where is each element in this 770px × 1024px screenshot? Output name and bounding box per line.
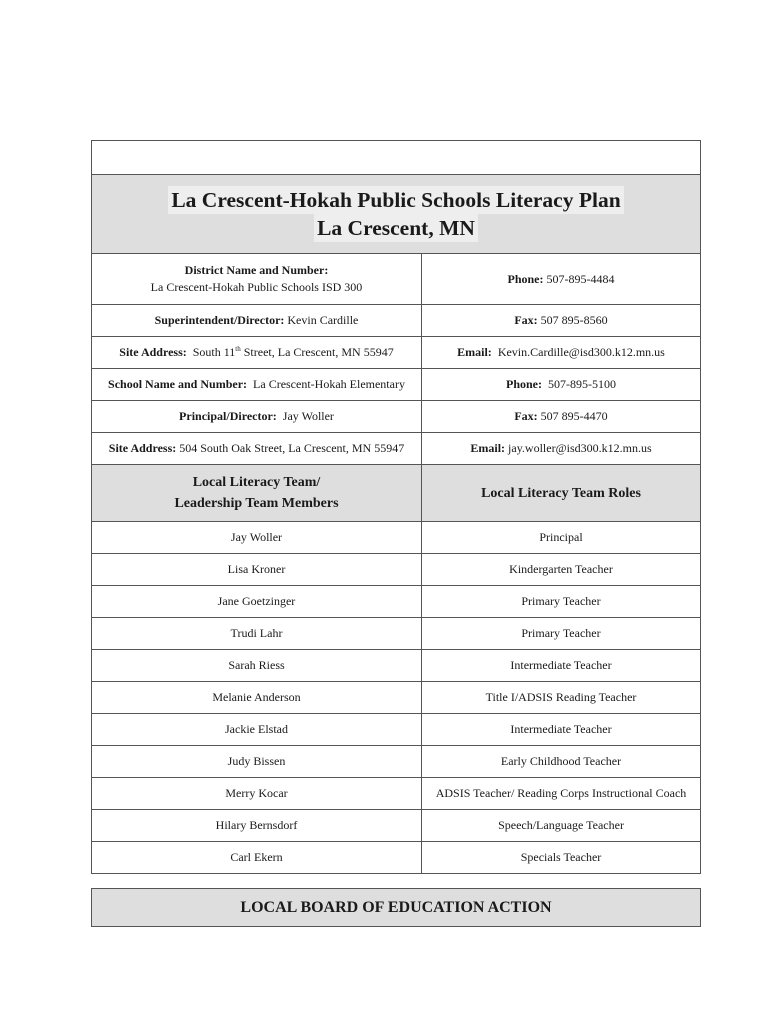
team-member-name: Hilary Bernsdorf	[92, 810, 422, 842]
district-row	[92, 254, 701, 305]
superintendent-label: Superintendent/Director:	[154, 313, 285, 327]
team-member-name: Merry Kocar	[92, 778, 422, 810]
principal-value: Jay Woller	[282, 409, 334, 423]
table-row	[92, 714, 701, 746]
team-members-header	[92, 465, 422, 522]
district-phone-cell	[422, 254, 701, 305]
team-member-name: Melanie Anderson	[92, 682, 422, 714]
title-row	[92, 175, 701, 254]
team-member-name: Jane Goetzinger	[92, 586, 422, 618]
district-fax-label: Fax:	[514, 313, 538, 327]
school-email-value: jay.woller@isd300.k12.mn.us	[508, 441, 652, 455]
table-row	[92, 522, 701, 554]
table-row	[92, 778, 701, 810]
school-name-row	[92, 369, 701, 401]
school-address-row	[92, 433, 701, 465]
blank-row	[92, 141, 701, 175]
district-address-row	[92, 337, 701, 369]
team-member-name: Sarah Riess	[92, 650, 422, 682]
district-address-cell	[92, 337, 422, 369]
board-action-heading: LOCAL BOARD OF EDUCATION ACTION	[91, 888, 701, 927]
district-address-value	[193, 345, 394, 359]
table-row	[92, 650, 701, 682]
principal-cell	[92, 401, 422, 433]
district-email-label: Email:	[457, 345, 492, 359]
team-member-role: Title I/ADSIS Reading Teacher	[422, 682, 701, 714]
district-name-label: District Name and Number:	[184, 263, 329, 277]
team-member-name: Judy Bissen	[92, 746, 422, 778]
school-fax-label: Fax:	[514, 409, 538, 423]
team-member-role: ADSIS Teacher/ Reading Corps Instructional Coach	[422, 778, 701, 810]
district-name-value: La Crescent-Hokah Public Schools ISD 300	[150, 280, 363, 294]
team-member-role: Kindergarten Teacher	[422, 554, 701, 586]
district-address-post: Street, La Crescent, MN 55947	[240, 345, 394, 359]
school-phone-label: Phone:	[506, 377, 542, 391]
district-fax-value: 507 895-8560	[540, 313, 608, 327]
district-name-cell	[92, 254, 422, 305]
school-email-cell	[422, 433, 701, 465]
table-row	[92, 810, 701, 842]
school-address-label: Site Address:	[108, 441, 177, 455]
table-row	[92, 682, 701, 714]
page-subtitle: La Crescent, MN	[314, 214, 478, 242]
district-email-value: Kevin.Cardille@isd300.k12.mn.us	[497, 345, 665, 359]
school-fax-cell	[422, 401, 701, 433]
team-member-name: Jay Woller	[92, 522, 422, 554]
school-name-label: School Name and Number:	[108, 377, 248, 391]
page-title: La Crescent-Hokah Public Schools Literacy Plan	[168, 186, 623, 214]
table-row	[92, 746, 701, 778]
principal-label: Principal/Director:	[179, 409, 277, 423]
team-member-name: Lisa Kroner	[92, 554, 422, 586]
table-row	[92, 554, 701, 586]
team-members-list	[92, 522, 701, 874]
team-member-role: Principal	[422, 522, 701, 554]
team-member-name: Carl Ekern	[92, 842, 422, 874]
team-member-role: Primary Teacher	[422, 618, 701, 650]
team-member-name: Trudi Lahr	[92, 618, 422, 650]
team-member-role: Specials Teacher	[422, 842, 701, 874]
table-row	[92, 586, 701, 618]
title-cell	[92, 175, 701, 254]
district-address-label: Site Address:	[119, 345, 187, 359]
school-phone-value: 507-895-5100	[548, 377, 616, 391]
team-roles-header	[422, 465, 701, 522]
district-phone-value: 507-895-4484	[546, 271, 615, 286]
school-name-value: La Crescent-Hokah Elementary	[253, 377, 405, 391]
team-member-role: Intermediate Teacher	[422, 650, 701, 682]
superintendent-value: Kevin Cardille	[287, 313, 359, 327]
team-header-row	[92, 465, 701, 522]
team-member-role: Early Childhood Teacher	[422, 746, 701, 778]
school-email-label: Email:	[470, 441, 506, 455]
team-member-role: Intermediate Teacher	[422, 714, 701, 746]
literacy-plan-table	[91, 140, 701, 874]
school-fax-value: 507 895-4470	[540, 409, 608, 423]
district-email-cell	[422, 337, 701, 369]
superintendent-cell	[92, 305, 422, 337]
team-roles-header-text: Local Literacy Team Roles	[481, 485, 641, 501]
team-member-role: Speech/Language Teacher	[422, 810, 701, 842]
school-address-cell	[92, 433, 422, 465]
team-member-role: Primary Teacher	[422, 586, 701, 618]
team-member-name: Jackie Elstad	[92, 714, 422, 746]
district-phone-label: Phone:	[507, 271, 544, 286]
superintendent-row	[92, 305, 701, 337]
district-address-pre: South 11	[192, 345, 236, 359]
district-fax-cell	[422, 305, 701, 337]
district-address-ordinal: th	[235, 345, 241, 353]
school-phone-cell	[422, 369, 701, 401]
team-members-header-line2: Leadership Team Members	[174, 496, 339, 511]
table-row	[92, 618, 701, 650]
table-row	[92, 842, 701, 874]
school-address-value: 504 South Oak Street, La Crescent, MN 55947	[179, 441, 405, 455]
principal-row	[92, 401, 701, 433]
school-name-cell	[92, 369, 422, 401]
team-members-header-line1: Local Literacy Team/	[192, 475, 321, 490]
blank-cell	[92, 141, 701, 175]
